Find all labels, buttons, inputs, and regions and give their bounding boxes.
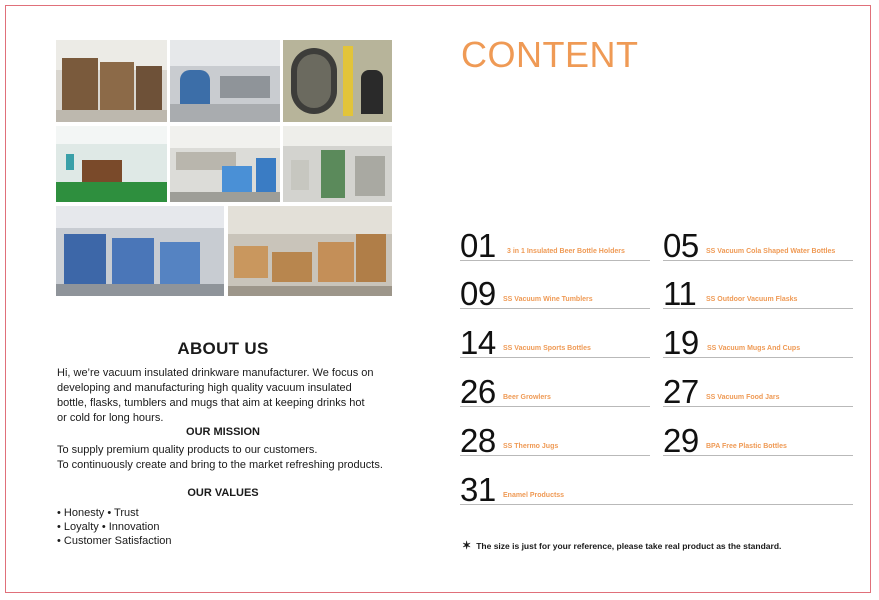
toc-label: 3 in 1 Insulated Beer Bottle Holders	[507, 248, 625, 255]
toc-page-number: 29	[663, 422, 699, 459]
toc-page-number: 31	[460, 471, 496, 508]
toc-page-number: 01	[460, 227, 496, 264]
toc-page-number: 05	[663, 227, 699, 264]
toc-label: SS Vacuum Cola Shaped Water Bottles	[706, 248, 836, 255]
about-text: Hi, we’re vacuum insulated drinkware manufacturer. We focus on developing and manufacturing high quality vacuum insulated bottle, flasks, tumblers and mugs that aim at keeping drinks hot or cold for long hours.	[57, 367, 374, 424]
factory-photo	[283, 126, 392, 202]
toc-page-number: 27	[663, 373, 699, 410]
star-icon: ✶	[462, 540, 472, 552]
toc-label: BPA Free Plastic Bottles	[706, 443, 787, 450]
toc-entry[interactable]	[663, 366, 853, 410]
toc-entry[interactable]	[460, 268, 650, 312]
factory-photo	[283, 40, 392, 122]
toc-entry[interactable]	[663, 415, 853, 459]
toc-entry[interactable]	[663, 220, 853, 264]
toc-label: SS Thermo Jugs	[503, 443, 559, 450]
mission-line: To continuously create and bring to the market refreshing products.	[57, 459, 383, 471]
values-line: • Customer Satisfaction	[57, 535, 172, 547]
toc-label: SS Vacuum Wine Tumblers	[503, 296, 593, 303]
toc-entry[interactable]	[460, 317, 650, 361]
toc-label: SS Outdoor Vacuum Flasks	[706, 296, 798, 303]
toc-page-number: 19	[663, 324, 699, 361]
size-note	[462, 539, 781, 552]
toc-label: Enamel Productss	[503, 492, 565, 499]
content-title: CONTENT	[461, 34, 639, 75]
values-title: OUR VALUES	[187, 487, 259, 499]
toc-page-number: 09	[460, 275, 496, 312]
toc-entry[interactable]	[663, 317, 853, 361]
factory-photo	[56, 126, 167, 202]
factory-photo	[56, 206, 224, 296]
mission-line: To supply premium quality products to our customers.	[57, 444, 318, 456]
values-line: • Loyalty • Innovation	[57, 521, 160, 533]
toc-label: Beer Growlers	[503, 394, 551, 401]
toc-entry[interactable]	[460, 464, 853, 508]
toc-entry[interactable]	[663, 268, 853, 312]
toc-page-number: 28	[460, 422, 496, 459]
toc-label: SS Vacuum Sports Bottles	[503, 345, 591, 352]
mission-title: OUR MISSION	[186, 426, 260, 438]
values-line: • Honesty • Trust	[57, 507, 139, 519]
factory-photo	[170, 126, 280, 202]
toc-entry[interactable]	[460, 366, 650, 410]
about-title: ABOUT US	[177, 339, 269, 358]
factory-photo	[170, 40, 280, 122]
toc-entry[interactable]	[460, 220, 650, 264]
size-note-text: The size is just for your reference, please take real product as the standard.	[476, 541, 782, 551]
factory-photo	[56, 40, 167, 122]
toc-label: SS Vacuum Mugs And Cups	[707, 345, 801, 352]
toc-page-number: 11	[663, 275, 697, 312]
toc-page-number: 14	[460, 324, 496, 361]
factory-photo	[228, 206, 392, 296]
toc-page-number: 26	[460, 373, 496, 410]
toc-label: SS Vacuum Food Jars	[706, 394, 780, 401]
toc-entry[interactable]	[460, 415, 650, 459]
